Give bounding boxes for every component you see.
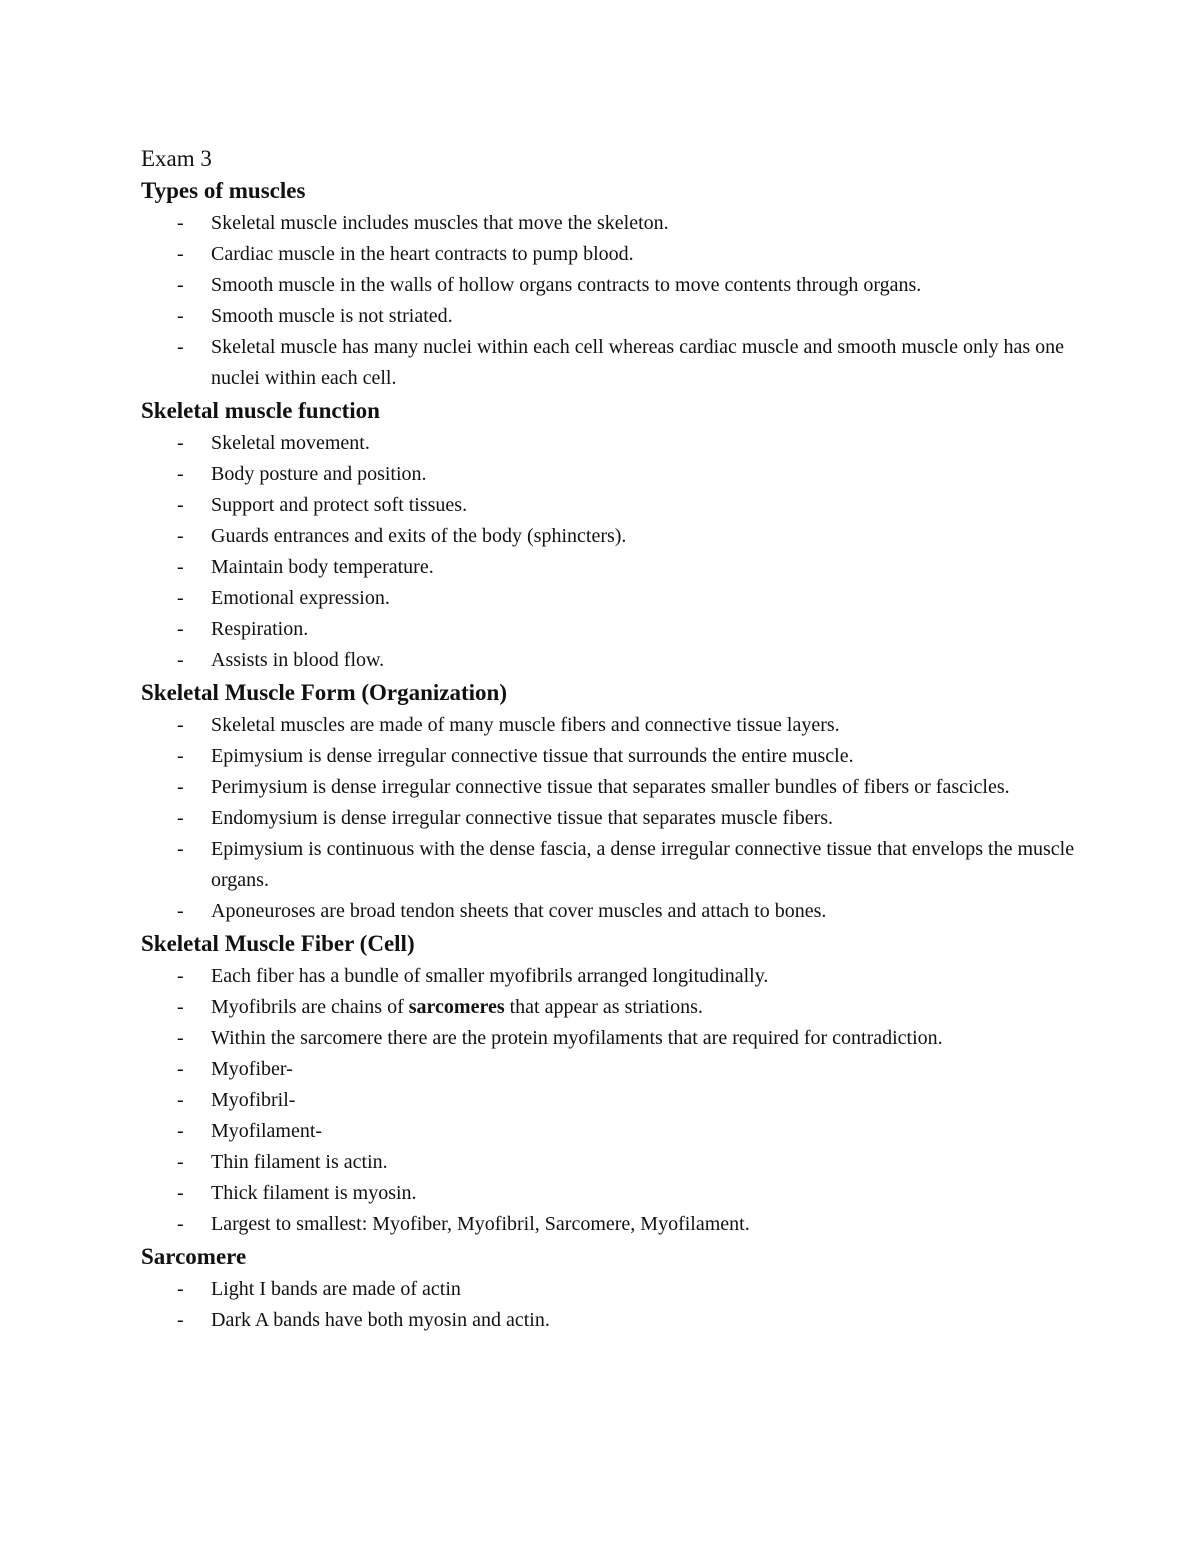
item-text: Emotional expression. (211, 587, 390, 609)
item-text: Smooth muscle in the walls of hollow organs contracts to move contents through organs. (211, 274, 922, 296)
item-text: Myofilament- (211, 1120, 323, 1142)
list-item (141, 741, 1081, 772)
item-text: Respiration. (211, 618, 309, 640)
item-text: Myofibril- (211, 1089, 296, 1111)
list-item (141, 1147, 1081, 1178)
list-item (141, 583, 1081, 614)
section-heading: Skeletal Muscle Fiber (Cell) (141, 931, 415, 956)
list-item (141, 490, 1081, 521)
dash-bullet: - (177, 776, 184, 798)
item-text: Each fiber has a bundle of smaller myofibrils arranged longitudinally. (211, 965, 769, 987)
list-item (141, 208, 1081, 239)
dash-bullet: - (177, 305, 184, 327)
dash-bullet: - (177, 1120, 184, 1142)
dash-bullet: - (177, 274, 184, 296)
section (141, 1240, 1081, 1336)
list-item (141, 772, 1081, 803)
dash-bullet: - (177, 900, 184, 922)
item-text: Epimysium is dense irregular connective tissue that surrounds the entire muscle. (211, 745, 854, 767)
item-text: Myofiber- (211, 1058, 293, 1080)
dash-bullet: - (177, 336, 184, 358)
list-item (141, 803, 1081, 834)
list-item (141, 710, 1081, 741)
dash-bullet: - (177, 1089, 184, 1111)
item-text: Endomysium is dense irregular connective tissue that separates muscle fibers. (211, 807, 834, 829)
item-text: Skeletal muscles are made of many muscle fibers and connective tissue layers. (211, 714, 840, 736)
item-text: Smooth muscle is not striated. (211, 305, 453, 327)
dash-bullet: - (177, 1151, 184, 1173)
item-text-after: that appear as striations. (504, 996, 703, 1018)
dash-bullet: - (177, 965, 184, 987)
item-text: Thin filament is actin. (211, 1151, 388, 1173)
dash-bullet: - (177, 556, 184, 578)
item-text: Cardiac muscle in the heart contracts to pump blood. (211, 243, 634, 265)
item-text: Myofibrils are chains of (211, 996, 409, 1018)
item-text: Epimysium is continuous with the dense fascia, a dense irregular connective tissue that envelops the muscle organs. (211, 838, 1075, 891)
dash-bullet: - (177, 1309, 184, 1331)
list-item (141, 614, 1081, 645)
list-item (141, 1116, 1081, 1147)
bullet-list (141, 961, 1081, 1240)
section-heading: Skeletal Muscle Form (Organization) (141, 680, 508, 705)
document-content (141, 143, 1081, 1336)
bullet-list (141, 208, 1081, 394)
item-text: Maintain body temperature. (211, 556, 434, 578)
dash-bullet: - (177, 212, 184, 234)
dash-bullet: - (177, 838, 184, 860)
dash-bullet: - (177, 1278, 184, 1300)
item-bold-term: sarcomeres (408, 996, 505, 1018)
item-text: Largest to smallest: Myofiber, Myofibril, Sarcomere, Myofilament. (211, 1213, 750, 1235)
dash-bullet: - (177, 525, 184, 547)
item-text: Dark A bands have both myosin and actin. (211, 1309, 550, 1331)
bullet-list (141, 428, 1081, 676)
list-item (141, 459, 1081, 490)
dash-bullet: - (177, 1058, 184, 1080)
list-item (141, 1274, 1081, 1305)
dash-bullet: - (177, 1027, 184, 1049)
item-text: Light I bands are made of actin (211, 1278, 461, 1300)
list-item (141, 834, 1081, 896)
list-item (141, 521, 1081, 552)
dash-bullet: - (177, 996, 184, 1018)
list-item (141, 552, 1081, 583)
item-text: Body posture and position. (211, 463, 427, 485)
item-text: Thick filament is myosin. (211, 1182, 417, 1204)
bullet-list (141, 1274, 1081, 1336)
section-heading: Sarcomere (141, 1244, 247, 1269)
dash-bullet: - (177, 649, 184, 671)
item-text: Skeletal muscle has many nuclei within each cell whereas cardiac muscle and smooth muscle only has one nuclei within each cell. (211, 336, 1065, 389)
list-item (141, 1178, 1081, 1209)
section (141, 676, 1081, 927)
list-item (141, 239, 1081, 270)
item-text: Assists in blood flow. (211, 649, 385, 671)
dash-bullet: - (177, 745, 184, 767)
list-item (141, 428, 1081, 459)
list-item (141, 992, 1081, 1023)
list-item (141, 1305, 1081, 1336)
sections-container (141, 174, 1081, 1336)
item-text: Guards entrances and exits of the body (sphincters). (211, 525, 627, 547)
dash-bullet: - (177, 714, 184, 736)
item-text: Skeletal muscle includes muscles that move the skeleton. (211, 212, 669, 234)
item-text: Skeletal movement. (211, 432, 370, 454)
section (141, 174, 1081, 394)
list-item (141, 961, 1081, 992)
document-title: Exam 3 (141, 146, 212, 171)
dash-bullet: - (177, 807, 184, 829)
item-text: Aponeuroses are broad tendon sheets that cover muscles and attach to bones. (211, 900, 827, 922)
list-item (141, 1085, 1081, 1116)
list-item (141, 301, 1081, 332)
list-item (141, 645, 1081, 676)
section-heading: Skeletal muscle function (141, 398, 380, 423)
item-text: Within the sarcomere there are the protein myofilaments that are required for contradiction. (211, 1027, 943, 1049)
list-item (141, 1054, 1081, 1085)
item-text: Perimysium is dense irregular connective tissue that separates smaller bundles of fibers or fascicles. (211, 776, 1010, 798)
list-item (141, 896, 1081, 927)
dash-bullet: - (177, 618, 184, 640)
bullet-list (141, 710, 1081, 927)
dash-bullet: - (177, 1182, 184, 1204)
dash-bullet: - (177, 1213, 184, 1235)
dash-bullet: - (177, 432, 184, 454)
dash-bullet: - (177, 494, 184, 516)
list-item (141, 1023, 1081, 1054)
list-item (141, 1209, 1081, 1240)
dash-bullet: - (177, 587, 184, 609)
dash-bullet: - (177, 463, 184, 485)
section (141, 927, 1081, 1240)
item-text: Support and protect soft tissues. (211, 494, 468, 516)
section (141, 394, 1081, 676)
list-item (141, 332, 1081, 394)
list-item (141, 270, 1081, 301)
section-heading: Types of muscles (141, 178, 306, 203)
dash-bullet: - (177, 243, 184, 265)
